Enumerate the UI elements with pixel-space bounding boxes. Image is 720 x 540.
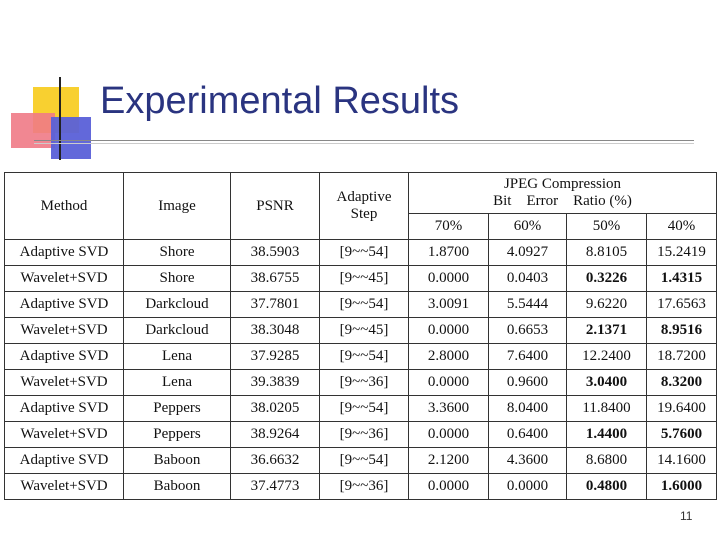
table-row: [5, 370, 717, 396]
header-q40: 40%: [647, 214, 717, 240]
cell-method: Wavelet+SVD: [5, 266, 124, 292]
cell-step: [9~~45]: [320, 266, 409, 292]
cell-q60: 4.0927: [489, 240, 567, 266]
cell-q40: 19.6400: [647, 396, 717, 422]
cell-psnr: 38.9264: [231, 422, 320, 448]
cell-image: Peppers: [124, 422, 231, 448]
cell-q40: 8.3200: [647, 370, 717, 396]
table-row: [5, 344, 717, 370]
table-row: [5, 474, 717, 500]
cell-q40: 17.6563: [647, 292, 717, 318]
cell-psnr: 37.7801: [231, 292, 320, 318]
cell-q50: 11.8400: [567, 396, 647, 422]
cell-psnr: 38.5903: [231, 240, 320, 266]
cell-q60: 0.0000: [489, 474, 567, 500]
cell-step: [9~~54]: [320, 292, 409, 318]
cell-psnr: 36.6632: [231, 448, 320, 474]
header-q50: 50%: [567, 214, 647, 240]
table-header-row: [5, 173, 717, 214]
header-q70: 70%: [409, 214, 489, 240]
cell-q50: 0.4800: [567, 474, 647, 500]
decor-vertical-line: [59, 77, 61, 160]
cell-q40: 8.9516: [647, 318, 717, 344]
cell-q50: 8.6800: [567, 448, 647, 474]
table-row: [5, 396, 717, 422]
cell-q40: 15.2419: [647, 240, 717, 266]
cell-q60: 8.0400: [489, 396, 567, 422]
cell-q60: 0.6400: [489, 422, 567, 448]
cell-q60: 5.5444: [489, 292, 567, 318]
cell-method: Adaptive SVD: [5, 344, 124, 370]
slide-title: Experimental Results: [100, 80, 460, 122]
header-jpeg-compression: [409, 173, 717, 214]
cell-psnr: 37.9285: [231, 344, 320, 370]
table-row: [5, 318, 717, 344]
cell-q40: 1.4315: [647, 266, 717, 292]
cell-step: [9~~54]: [320, 396, 409, 422]
cell-psnr: 38.3048: [231, 318, 320, 344]
decor-blue-square: [51, 117, 91, 159]
table-row: [5, 422, 717, 448]
header-psnr: PSNR: [231, 173, 320, 240]
cell-q50: 1.4400: [567, 422, 647, 448]
table-row: [5, 240, 717, 266]
cell-psnr: 37.4773: [231, 474, 320, 500]
cell-step: [9~~54]: [320, 448, 409, 474]
cell-step: [9~~54]: [320, 240, 409, 266]
cell-q50: 0.3226: [567, 266, 647, 292]
cell-method: Wavelet+SVD: [5, 318, 124, 344]
cell-image: Peppers: [124, 396, 231, 422]
cell-psnr: 39.3839: [231, 370, 320, 396]
cell-q50: 8.8105: [567, 240, 647, 266]
header-method: Method: [5, 173, 124, 240]
cell-psnr: 38.0205: [231, 396, 320, 422]
cell-q70: 3.3600: [409, 396, 489, 422]
cell-image: Baboon: [124, 448, 231, 474]
cell-step: [9~~36]: [320, 422, 409, 448]
cell-q60: 4.3600: [489, 448, 567, 474]
cell-image: Shore: [124, 240, 231, 266]
cell-q70: 2.8000: [409, 344, 489, 370]
cell-image: Lena: [124, 370, 231, 396]
cell-method: Adaptive SVD: [5, 396, 124, 422]
table-row: [5, 266, 717, 292]
cell-image: Shore: [124, 266, 231, 292]
cell-method: Wavelet+SVD: [5, 370, 124, 396]
cell-q60: 0.9600: [489, 370, 567, 396]
header-jpeg-line2: Bit Error Ratio (%): [493, 193, 632, 209]
page-number: 11: [680, 509, 693, 523]
cell-q70: 0.0000: [409, 474, 489, 500]
cell-psnr: 38.6755: [231, 266, 320, 292]
cell-q70: 1.8700: [409, 240, 489, 266]
cell-q50: 12.2400: [567, 344, 647, 370]
cell-step: [9~~36]: [320, 370, 409, 396]
header-adaptive-step: [320, 173, 409, 240]
cell-q60: 0.6653: [489, 318, 567, 344]
cell-image: Lena: [124, 344, 231, 370]
decor-horizontal-rule: [34, 140, 694, 141]
cell-method: Adaptive SVD: [5, 292, 124, 318]
cell-q60: 7.6400: [489, 344, 567, 370]
cell-q50: 2.1371: [567, 318, 647, 344]
results-table: [4, 172, 717, 500]
table-row: [5, 448, 717, 474]
cell-method: Adaptive SVD: [5, 240, 124, 266]
cell-q70: 0.0000: [409, 422, 489, 448]
header-adaptive-step-line1: Adaptive: [336, 189, 392, 205]
cell-q70: 3.0091: [409, 292, 489, 318]
cell-q50: 3.0400: [567, 370, 647, 396]
cell-q40: 1.6000: [647, 474, 717, 500]
header-jpeg-line1: JPEG Compression: [503, 176, 622, 192]
cell-image: Baboon: [124, 474, 231, 500]
cell-image: Darkcloud: [124, 292, 231, 318]
cell-method: Wavelet+SVD: [5, 474, 124, 500]
cell-q40: 18.7200: [647, 344, 717, 370]
cell-q60: 0.0403: [489, 266, 567, 292]
cell-q50: 9.6220: [567, 292, 647, 318]
table-row: [5, 292, 717, 318]
cell-q70: 0.0000: [409, 318, 489, 344]
cell-q70: 0.0000: [409, 266, 489, 292]
cell-image: Darkcloud: [124, 318, 231, 344]
cell-q70: 2.1200: [409, 448, 489, 474]
cell-step: [9~~36]: [320, 474, 409, 500]
header-image: Image: [124, 173, 231, 240]
decor-horizontal-rule-shadow: [34, 143, 694, 144]
cell-step: [9~~54]: [320, 344, 409, 370]
cell-method: Adaptive SVD: [5, 448, 124, 474]
cell-method: Wavelet+SVD: [5, 422, 124, 448]
cell-q40: 5.7600: [647, 422, 717, 448]
cell-q70: 0.0000: [409, 370, 489, 396]
header-q60: 60%: [489, 214, 567, 240]
cell-step: [9~~45]: [320, 318, 409, 344]
cell-q40: 14.1600: [647, 448, 717, 474]
header-adaptive-step-line2: Step: [350, 206, 378, 222]
